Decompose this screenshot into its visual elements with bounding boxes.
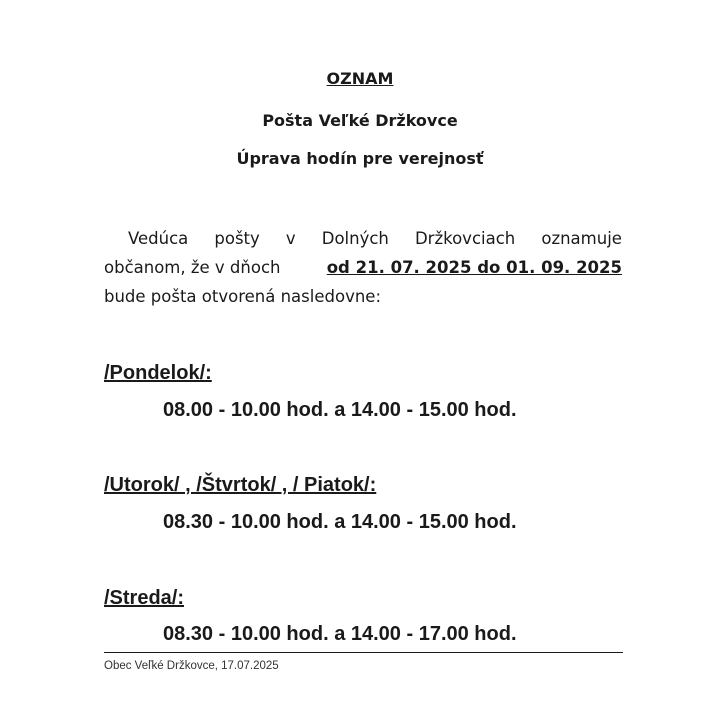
intro-word: Dolných <box>321 229 389 248</box>
schedule-hours-tue-thu-fri: 08.30 - 10.00 hod. a 14.00 - 15.00 hod. <box>163 511 517 533</box>
intro-word: Vedúca <box>128 229 189 248</box>
notice-subtitle: Úprava hodín pre verejnosť <box>236 149 484 168</box>
intro-word: oznamuje <box>541 229 622 248</box>
intro-word: Držkovciach <box>414 229 516 248</box>
notice-title: OZNAM <box>326 69 394 88</box>
footer-divider <box>104 652 623 653</box>
intro-line-3: bude pošta otvorená nasledovne: <box>104 287 382 306</box>
schedule-hours-monday: 08.00 - 10.00 hod. a 14.00 - 15.00 hod. <box>163 399 517 421</box>
intro-line-1 <box>104 224 622 253</box>
intro-text: občanom, že v dňoch <box>104 258 281 277</box>
date-range: od 21. 07. 2025 do 01. 09. 2025 <box>326 258 622 277</box>
intro-word: pošty <box>214 229 260 248</box>
schedule-days-monday: /Pondelok/: <box>104 362 212 384</box>
schedule-days-tue-thu-fri: /Utorok/ , /Štvrtok/ , / Piatok/: <box>104 474 377 496</box>
footer-signature: Obec Veľké Držkovce, 17.07.2025 <box>104 660 279 672</box>
post-office-name: Pošta Veľké Držkovce <box>262 111 458 130</box>
intro-word: v <box>285 229 296 248</box>
intro-line-2 <box>104 253 622 282</box>
schedule-hours-wednesday: 08.30 - 10.00 hod. a 14.00 - 17.00 hod. <box>163 623 517 645</box>
schedule-days-wednesday: /Streda/: <box>104 587 185 609</box>
